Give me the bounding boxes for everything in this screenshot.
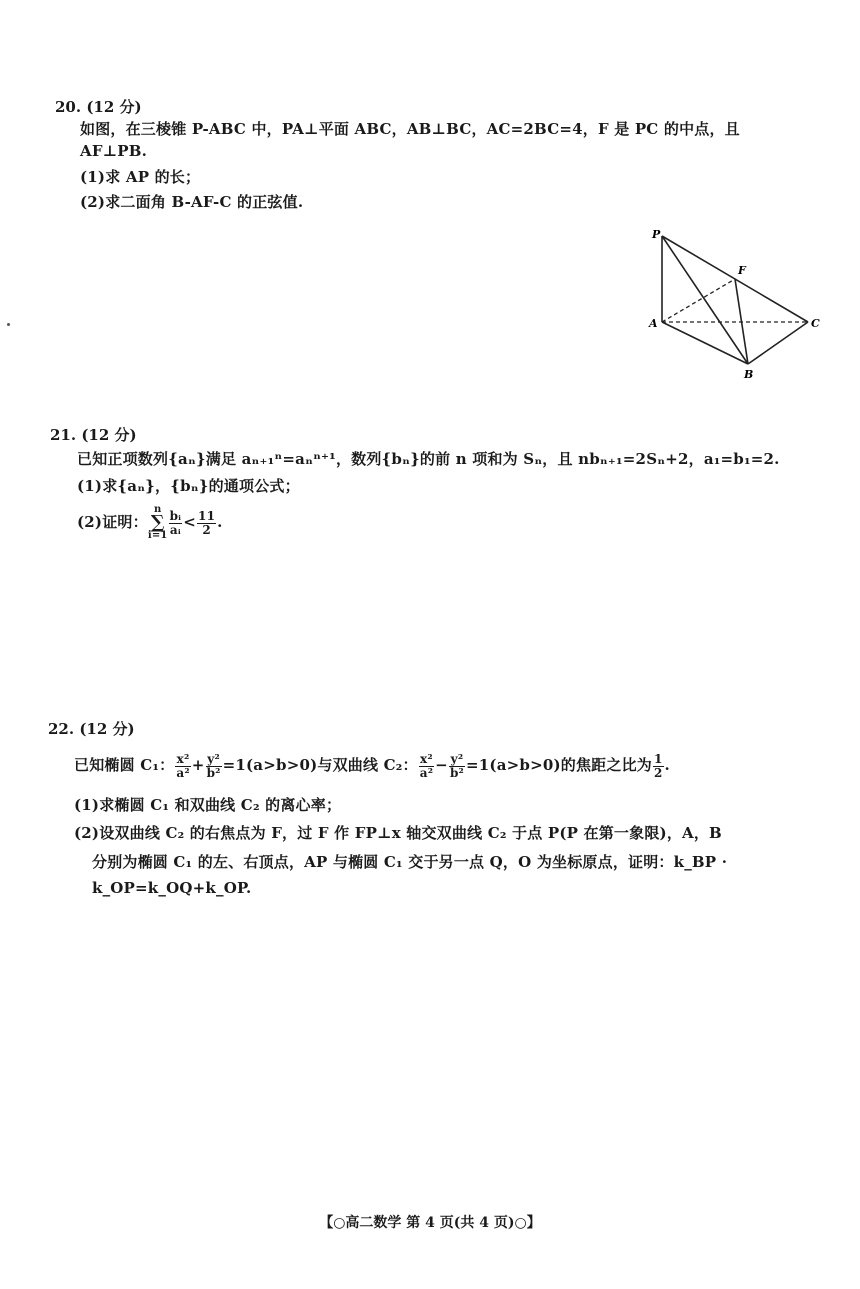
plus-sign: + — [191, 756, 205, 774]
text-segment: 已知椭圆 C₁： — [74, 756, 175, 774]
fraction-numerator: x² — [420, 751, 433, 766]
text-segment: =1(a>b>0)与双曲线 C₂： — [222, 756, 418, 774]
text-segment: =1(a>b>0)的焦距之比为 — [466, 756, 652, 774]
fraction-denominator: b² — [449, 765, 464, 780]
scan-speck — [7, 323, 10, 326]
fraction-eleven-halves — [197, 510, 216, 537]
period: . — [664, 756, 670, 774]
fraction-denominator: 2 — [653, 765, 663, 780]
label-C: C — [811, 317, 820, 330]
page-footer: 【○高二数学 第 4 页(共 4 页)○】 — [319, 1215, 541, 1231]
problem-22-part-2-line-3: k_OP=k_OQ+k_OP. — [92, 879, 252, 897]
label-A: A — [649, 317, 658, 330]
edge-PB — [662, 236, 748, 364]
label-F: F — [738, 264, 746, 277]
problem-21-heading: 21. (12 分) — [50, 426, 137, 444]
fraction-denominator: 2 — [202, 522, 211, 537]
fraction-numerator: 11 — [198, 508, 216, 523]
fraction-x2-a2 — [419, 753, 434, 780]
problem-20-part-2: (2)求二面角 B-AF-C 的正弦值. — [80, 193, 304, 211]
fraction-denominator: aᵢ — [169, 522, 181, 537]
problem-22-part-1: (1)求椭圆 C₁ 和双曲线 C₂ 的离心率； — [74, 796, 342, 814]
summation — [148, 505, 168, 541]
fraction-one-half — [653, 753, 664, 780]
problem-22-line-1 — [74, 748, 670, 782]
pyramid-figure — [640, 222, 830, 382]
problem-22-part-2-line-1: (2)设双曲线 C₂ 的右焦点为 F，过 F 作 FP⊥x 轴交双曲线 C₂ 于点 P(P 在第一象限)，A，B — [74, 824, 722, 842]
fraction-y2-b2 — [449, 753, 465, 780]
fraction-denominator: b² — [206, 765, 221, 780]
pyramid-diagram — [640, 222, 830, 382]
fraction-numerator: x² — [176, 751, 190, 766]
fraction-x2-a2 — [175, 753, 190, 780]
part-2-prefix: (2)证明： — [77, 513, 148, 531]
fraction-numerator: y² — [207, 751, 220, 766]
problem-20-line-2: AF⊥PB. — [80, 142, 148, 160]
edge-AF-hidden — [662, 279, 735, 322]
edge-BC — [748, 322, 808, 364]
sum-symbol: ∑ — [150, 512, 165, 533]
fraction-numerator: 1 — [653, 751, 663, 766]
label-P: P — [652, 228, 661, 241]
fraction-denominator: a² — [176, 765, 190, 780]
sum-upper: n — [153, 504, 162, 515]
problem-21-line-1: 已知正项数列{aₙ}满足 aₙ₊₁ⁿ=aₙⁿ⁺¹，数列{bₙ}的前 n 项和为 Sₙ，且 nbₙ₊₁=2Sₙ+2，a₁=b₁=2. — [77, 450, 780, 468]
fraction-numerator: y² — [450, 751, 464, 766]
period: . — [217, 513, 223, 531]
problem-20-line-1: 如图，在三棱锥 P-ABC 中，PA⊥平面 ABC，AB⊥BC，AC=2BC=4，F 是 PC 的中点，且 — [80, 120, 740, 138]
fraction-numerator: bᵢ — [169, 508, 182, 523]
problem-21-part-1: (1)求{aₙ}，{bₙ}的通项公式； — [77, 477, 300, 495]
problem-21-part-2 — [77, 505, 223, 539]
problem-22-heading: 22. (12 分) — [48, 720, 135, 738]
fraction-b-over-a — [169, 510, 183, 537]
sum-lower: i=1 — [147, 530, 168, 541]
label-B: B — [744, 368, 754, 381]
problem-20-heading: 20. (12 分) — [55, 98, 142, 116]
less-than: < — [183, 513, 197, 531]
fraction-y2-b2 — [206, 753, 222, 780]
fraction-denominator: a² — [419, 765, 434, 780]
minus-sign: − — [435, 756, 448, 774]
problem-20-part-1: (1)求 AP 的长； — [80, 168, 201, 186]
edge-AB — [662, 322, 748, 364]
problem-22-part-2-line-2: 分别为椭圆 C₁ 的左、右顶点，AP 与椭圆 C₁ 交于另一点 Q，O 为坐标原点，证明：k_BP · — [92, 853, 728, 871]
